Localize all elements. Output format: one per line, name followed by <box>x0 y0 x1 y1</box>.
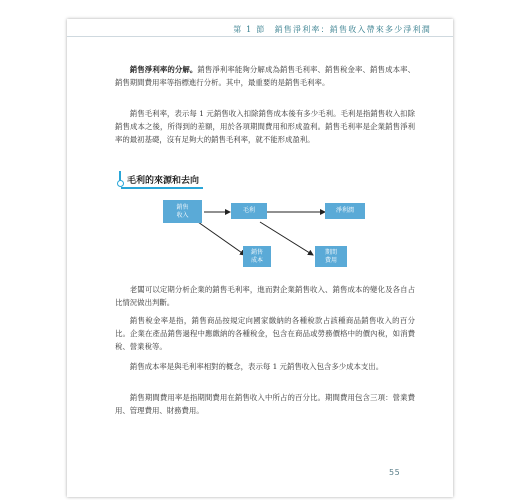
node-net-profit <box>325 203 365 219</box>
gross-margin-paragraph: 銷售毛利率，表示每 1 元銷售收入扣除銷售成本後有多少毛利。毛利是指銷售收入扣除銷售成本之後，所得到的差額，用於各項期間費用和形成盈利。銷售毛利率是企業銷售淨利率的最初基礎，沒有足夠大的銷售毛利率，就不能形成盈利。 <box>115 109 415 144</box>
node-gross-profit <box>231 203 267 219</box>
node-expenses-line1: 期間 <box>324 248 337 256</box>
header-title: 第 1 節 銷售淨利率：銷售收入帶來多少淨利潤 <box>233 24 431 34</box>
node-expenses-line2: 費用 <box>324 256 337 264</box>
node-gross-profit-label: 毛利 <box>242 207 255 214</box>
page-number: 55 <box>389 468 401 477</box>
section-title: 毛利的來源和去向 <box>127 175 200 186</box>
node-net-profit-label: 淨利潤 <box>335 207 354 214</box>
intro-lead: 銷售淨利率的分解。 <box>129 65 198 74</box>
book-page <box>67 19 453 497</box>
node-revenue-line2: 收入 <box>176 211 189 219</box>
intro-rest: 銷售淨利率能夠分解成為銷售毛利率、銷售稅金率、銷售成本率、銷售期間費用率等指標進行分析。其中，最重要的是銷售毛利率。 <box>115 65 415 87</box>
period-expense-paragraph: 銷售期間費用率是指期間費用在銷售收入中所占的百分比。期間費用包含三項：營業費用、管理費用、財務費用。 <box>115 393 415 415</box>
owner-analysis-paragraph: 老闆可以定期分析企業的銷售毛利率，進而對企業銷售收入、銷售成本的變化及各自占比情況做出判斷。 <box>115 285 415 307</box>
cost-ratio-paragraph: 銷售成本率是與毛利率相對的概念，表示每 1 元銷售收入包含多少成本支出。 <box>129 362 384 371</box>
sales-tax-paragraph: 銷售稅金率是指，銷售商品按規定向國家繳納的各種稅款占該種商品銷售收入的百分比。企業在產品銷售過程中應繳納的各種稅金，包含在商品或勞務價格中的價內稅，如消費稅、營業稅等。 <box>115 316 415 351</box>
node-revenue <box>163 200 202 223</box>
node-expenses <box>315 246 347 267</box>
arrow-revenue-to-cost <box>198 222 245 255</box>
node-cost-line1: 銷售 <box>250 248 263 256</box>
node-cost-line2: 成本 <box>250 256 263 264</box>
node-revenue-line1: 銷售 <box>176 203 189 211</box>
node-cost <box>243 246 271 267</box>
profit-flow-diagram <box>67 19 453 497</box>
